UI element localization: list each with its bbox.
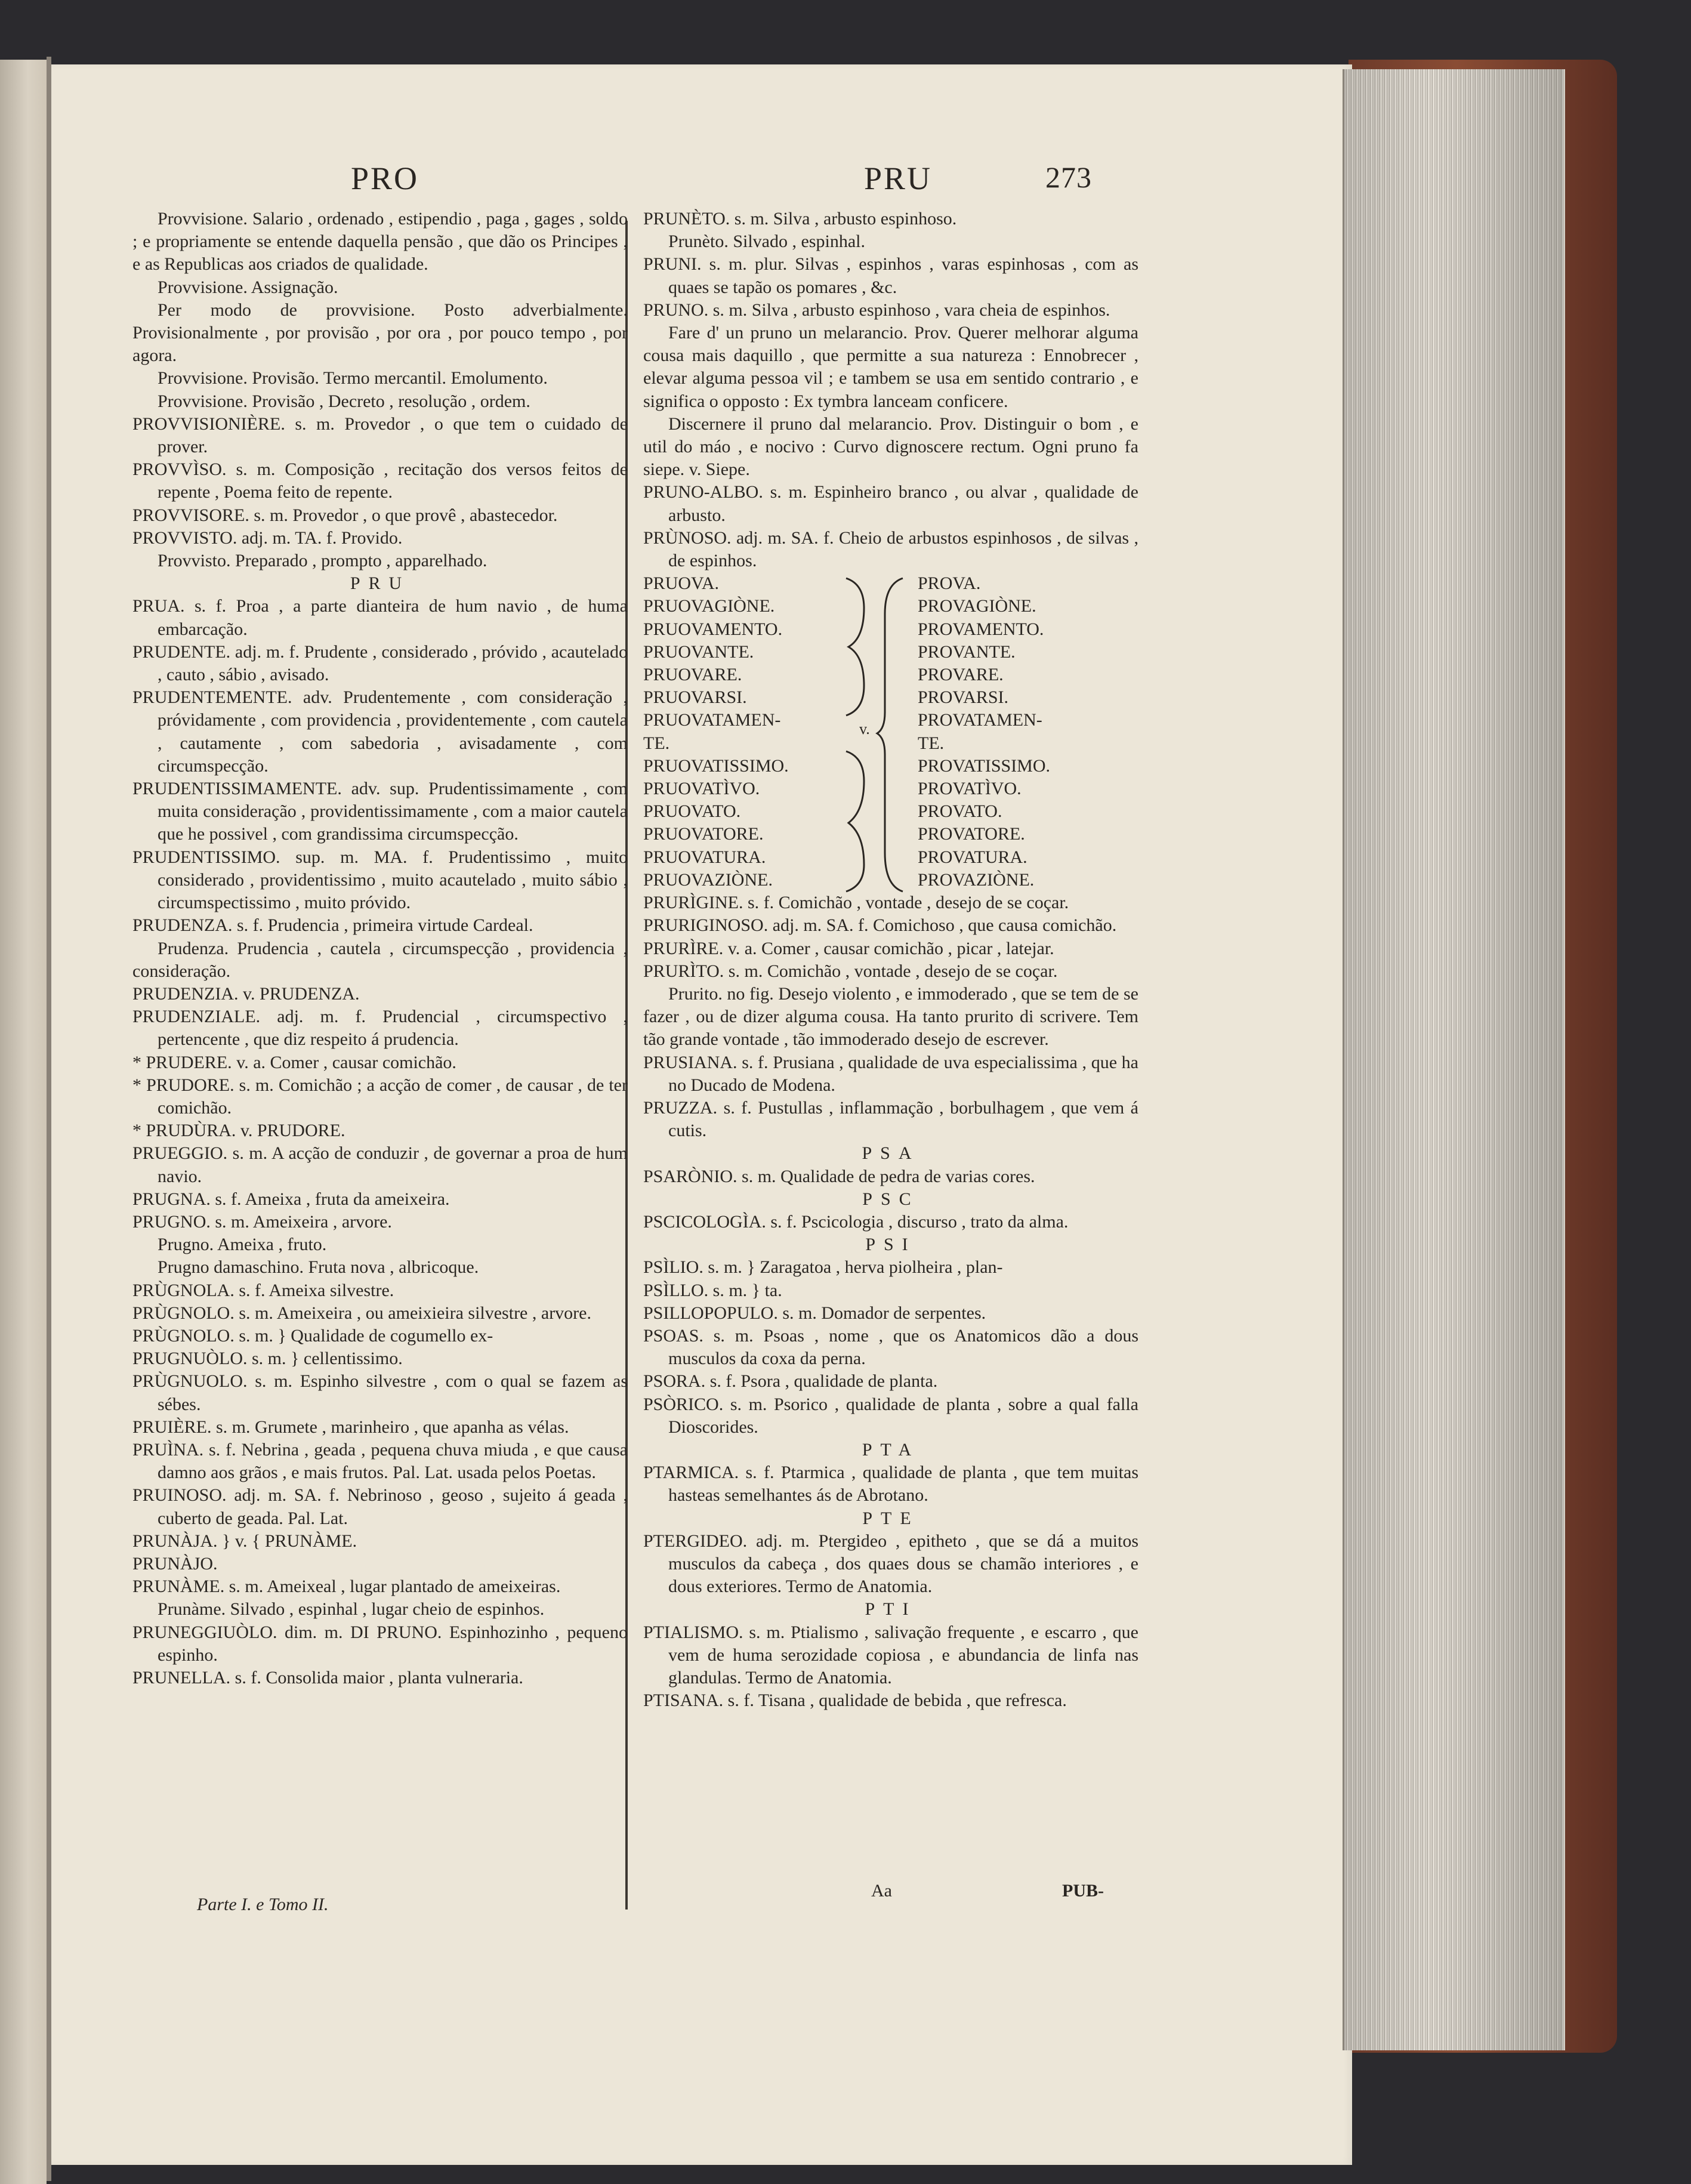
dictionary-entry: PRUDENZIA. v. PRUDENZA. [132,983,360,1004]
dictionary-entry: PSCICOLOGÌA. s. f. Pscicologia , discurso , trato da alma. [643,1211,1069,1232]
dictionary-entry: PRURÌGINE. s. f. Comichão , vontade , desejo de se coçar. [643,893,1069,913]
sub-entry: Prudenza. Prudencia , cautela , circumspecção , providencia , consideração. [132,938,628,981]
right-column-bottom [643,892,1138,1712]
synonym-word: PROVATO. [918,801,1002,822]
sub-entry: Prugno damaschino. Fruta nova , albricoque. [158,1257,479,1278]
brace-icon [828,572,912,894]
page-number: 273 [1045,161,1092,194]
synonym-word: PRUOVANTE. [643,641,754,662]
synonym-list-right [912,572,1103,892]
sub-entry: Prurito. no fig. Desejo violento , e immoderado , que se tem de se fazer , ou de dizer alguma cousa. Ha tanto prurito di scrivere. Tem tão grande vontade , tão immoderado desejo de escrever. [643,983,1138,1050]
dictionary-entry: PTERGIDEO. adj. m. Ptergideo , epitheto , que se dá a muitos musculos da cabeça , dos quaes dous se chamão interiores , e dous exteriores. Termo de Anatomia. [643,1531,1138,1597]
catchword: PUB- [1062,1881,1104,1901]
dictionary-entry: * PRUDERE. v. a. Comer , causar comichão. [132,1052,456,1072]
dictionary-entry: PRÙNOSO. adj. m. SA. f. Cheio de arbustos espinhosos , de silvas , de espinhos. [643,528,1138,571]
synonym-word: PROVATAMEN- [918,710,1042,730]
sub-entry: Provvisione. Provisão. Termo mercantil. Emolumento. [158,368,548,388]
dictionary-entry: PRÙGNOLA. s. f. Ameixa silvestre. [132,1280,394,1300]
dictionary-entry: PRUA. s. f. Proa , a parte dianteira de hum navio , de huma embarcação. [132,596,628,639]
dictionary-entry: PRUNO-ALBO. s. m. Espinheiro branco , ou alvar , qualidade de arbusto. [643,482,1138,525]
synonym-block [643,572,1138,892]
synonym-word: TE. [643,733,670,753]
synonym-word: PRUOVATURA. [643,847,766,867]
sub-entry: Provvisione. Assignação. [158,277,338,297]
dictionary-entry: PRURIGINOSO. adj. m. SA. f. Comichoso , que causa comichão. [643,915,1117,936]
running-head-left: PRO [351,161,419,196]
dictionary-entry: PRUSIANA. s. f. Prusiana , qualidade de uva especialissima , que ha no Ducado de Modena. [643,1052,1138,1095]
previous-page-edge [0,60,47,2184]
dictionary-entry: PRUDENZIALE. adj. m. f. Prudencial , circumspectivo , pertencente , que diz respeito á prudencia. [132,1007,628,1050]
dictionary-entry: PSORA. s. f. Psora , qualidade de planta. [643,1371,938,1392]
synonym-word: PRUOVATO. [643,801,741,822]
synonym-word: PRUOVATISSIMO. [643,755,789,776]
synonym-list-left [643,572,828,892]
section-heading: PTI [865,1599,917,1620]
synonym-word: PROVARSI. [918,687,1009,708]
dictionary-entry: PRUNO. s. m. Silva , arbusto espinhoso , vara cheia de espinhos. [643,300,1110,320]
dictionary-entry: PRUNI. s. m. plur. Silvas , espinhos , varas espinhosas , com as quaes se tapão os pomares , &c. [643,254,1138,297]
dictionary-entry: PRUEGGIO. s. m. A acção de conduzir , de governar a proa de hum navio. [132,1143,628,1186]
left-column [132,208,628,1689]
dictionary-entry: PRUDENTEMENTE. adv. Prudentemente , com consideração , próvidamente , com providencia , providentemente , com cautela , cautamente , com sabedoria , avisadamente , com circumspecção. [132,687,628,776]
right-column-top [643,208,1138,572]
running-head-center: PRU [864,161,933,196]
sub-entry: Prugno. Ameixa , fruto. [158,1235,327,1255]
sub-entry: Prunèto. Silvado , espinhal. [668,232,865,252]
sheet-mark: Aa [871,1881,892,1901]
dictionary-entry: PRURÌTO. s. m. Comichão , vontade , desejo de se coçar. [643,961,1058,981]
dictionary-entry: PRUNEGGIUÒLO. dim. m. DI PRUNO. Espinhozinho , pequeno espinho. [132,1622,628,1665]
dictionary-entry: PRUZZA. s. f. Pustullas , inflammação , borbulhagem , que vem á cutis. [643,1097,1138,1141]
right-column [643,208,1138,1712]
synonym-word: PRUOVAMENTO. [643,619,783,639]
synonym-word: PROVA. [918,573,981,594]
synonym-word: PROVAMENTO. [918,619,1044,639]
page-edges-shade [1343,69,1563,2050]
dictionary-entry: PRUNÀJO. [132,1553,218,1574]
synonym-word: PRUOVATAMEN- [643,710,781,730]
synonym-word: PROVATISSIMO. [918,755,1051,776]
dictionary-entry: PROVVISIONIÈRE. s. m. Provedor , o que tem o cuidado de prover. [132,414,628,457]
dictionary-entry: PRUIÈRE. s. m. Grumete , marinheiro , que apanha as vélas. [132,1417,569,1437]
signature-line: Parte I. e Tomo II. [197,1895,329,1914]
synonym-word: PROVAZIÒNE. [918,869,1035,890]
synonym-word: PROVATORE. [918,824,1025,844]
sub-entry: Discernere il pruno dal melarancio. Prov. Distinguir o bom , e util do máo , e nocivo : Curvo dignoscere rectum. Ogni pruno fa siepe. v. Siepe. [643,414,1138,480]
dictionary-entry: PRUDENZA. s. f. Prudencia , primeira virtude Cardeal. [132,915,533,936]
dictionary-entry: PTISANA. s. f. Tisana , qualidade de bebida , que refresca. [643,1691,1067,1711]
synonym-word: PRUOVAZIÒNE. [643,869,773,890]
dictionary-entry: PSÌLLO. s. m. } ta. [643,1280,782,1300]
synonym-word: PRUOVAGIÒNE. [643,596,775,616]
dictionary-entry: PRUNÈTO. s. m. Silva , arbusto espinhoso. [643,209,957,229]
dictionary-entry: PRUINOSO. adj. m. SA. f. Nebrinoso , geoso , sujeito á geada , cuberto de geada. Pal. Lat. [132,1485,628,1528]
sub-entry: Prunàme. Silvado , espinhal , lugar cheio de espinhos. [158,1599,545,1620]
dictionary-entry: PRUDENTISSIMAMENTE. adv. sup. Prudentissimamente , com muita consideração , providentissimamente , com a maior cautela que he possivel , com grandissima circumspecção. [132,779,628,844]
synonym-word: PRUOVATÌVO. [643,779,760,799]
dictionary-entry: PROVVISORE. s. m. Provedor , o que provê , abastecedor. [132,505,558,525]
dictionary-entry: PSARÒNIO. s. m. Qualidade de pedra de varias cores. [643,1166,1035,1186]
sub-entry: Fare d' un pruno un melarancio. Prov. Querer melhorar alguma cousa mais daquillo , que permitte a sua natureza : Ennobrecer , elevar alguma pessoa vil ; e tambem se usa em sentido contrario , e significa o opposto : Ex tymbra lanceam conficere. [643,323,1138,411]
synonym-word: PROVAGIÒNE. [918,596,1036,616]
dictionary-entry: PSÌLIO. s. m. } Zaragatoa , herva piolheira , plan- [643,1257,1003,1278]
dictionary-entry: PRÙGNOLO. s. m. } Qualidade de cogumello ex- [132,1325,493,1346]
dictionary-entry: PSÒRICO. s. m. Psorico , qualidade de planta , sobre a qual falla Dioscorides. [643,1394,1138,1437]
synonym-word: PRUOVATORE. [643,824,764,844]
synonym-word: TE. [918,733,945,753]
dictionary-entry: PRUDENTE. adj. m. f. Prudente , considerado , próvido , acautelado , cauto , sábio , avisado. [132,641,628,685]
dictionary-entry: PRUNÀJA. } v. { PRUNÀME. [132,1531,357,1551]
synonym-word: PROVARE. [918,665,1004,685]
section-heading: PSC [862,1189,919,1209]
dictionary-entry: PRÙGNOLO. s. m. Ameixeira , ou ameixieira silvestre , arvore. [132,1303,591,1323]
synonym-see-label: v. [859,720,870,738]
sub-entry: Per modo de provvisione. Posto adverbialmente. Provisionalmente , por provisão , por ora , por pouco tempo , por agora. [132,300,628,366]
dictionary-entry: PRUGNA. s. f. Ameixa , fruta da ameixeira. [132,1189,450,1209]
dictionary-entry: PRUGNUÒLO. s. m. } cellentissimo. [132,1349,403,1369]
dictionary-entry: PRUNELLA. s. f. Consolida maior , planta vulneraria. [132,1668,523,1688]
section-heading: PRU [350,573,411,594]
sub-entry: Provvisto. Preparado , prompto , apparelhado. [158,551,487,571]
synonym-word: PRUOVARSI. [643,687,747,708]
dictionary-entry: PRURÌRE. v. a. Comer , causar comichão , picar , latejar. [643,938,1054,958]
synonym-word: PRUOVA. [643,573,719,594]
dictionary-entry: PROVVÌSO. s. m. Composição , recitação dos versos feitos de repente , Poema feito de repente. [132,459,628,502]
sub-entry: Provvisione. Provisão , Decreto , resolução , ordem. [158,391,530,411]
dictionary-entry: PRUDENTISSIMO. sup. m. MA. f. Prudentissimo , muito considerado , providentissimo , muito acautelado , muito sábio , circumspectissimo , muito próvido. [132,847,628,913]
dictionary-entry: PTARMICA. s. f. Ptarmica , qualidade de planta , que tem muitas hasteas semelhantes ás de Abrotano. [643,1463,1138,1506]
dictionary-entry: PRUÌNA. s. f. Nebrina , geada , pequena chuva miuda , e que causa damno aos grãos , e mais frutos. Pal. Lat. usada pelos Poetas. [132,1439,628,1483]
dictionary-entry: * PRUDORE. s. m. Comichão ; a acção de comer , de causar , de ter comichão. [132,1075,628,1118]
synonym-word: PROVANTE. [918,641,1016,662]
dictionary-entry: PROVVISTO. adj. m. TA. f. Provido. [132,528,403,548]
dictionary-entry: PSOAS. s. m. Psoas , nome , que os Anatomicos dão a dous musculos da coxa da perna. [643,1325,1138,1369]
section-heading: PTE [862,1508,919,1528]
synonym-word: PRUOVARE. [643,665,742,685]
dictionary-entry: PRÙGNUOLO. s. m. Espinho silvestre , com o qual se fazem as sébes. [132,1371,628,1414]
section-heading: PSA [862,1143,920,1164]
dictionary-entry: PRUNÀME. s. m. Ameixeal , lugar plantado de ameixeiras. [132,1577,561,1597]
dictionary-entry: PSILLOPOPULO. s. m. Domador de serpentes. [643,1303,986,1323]
section-heading: PTA [862,1439,920,1460]
gutter-shadow [47,57,51,2181]
synonym-word: PROVATÌVO. [918,779,1022,799]
sub-entry: Provvisione. Salario , ordenado , estipendio , paga , gages , soldo ; e propriamente se entende daquella pensão , que dão os Principes , e as Republicas aos criados de qualidade. [132,209,628,274]
synonym-word: PROVATURA. [918,847,1027,867]
section-heading: PSI [865,1235,917,1255]
dictionary-entry: PTIALISMO. s. m. Ptialismo , salivação frequente , e escarro , que vem de huma serozidade copiosa , e abundancia de linfa nas glandulas. Termo de Anatomia. [643,1622,1138,1688]
dictionary-entry: * PRUDÙRA. v. PRUDORE. [132,1121,345,1141]
dictionary-entry: PRUGNO. s. m. Ameixeira , arvore. [132,1211,392,1232]
